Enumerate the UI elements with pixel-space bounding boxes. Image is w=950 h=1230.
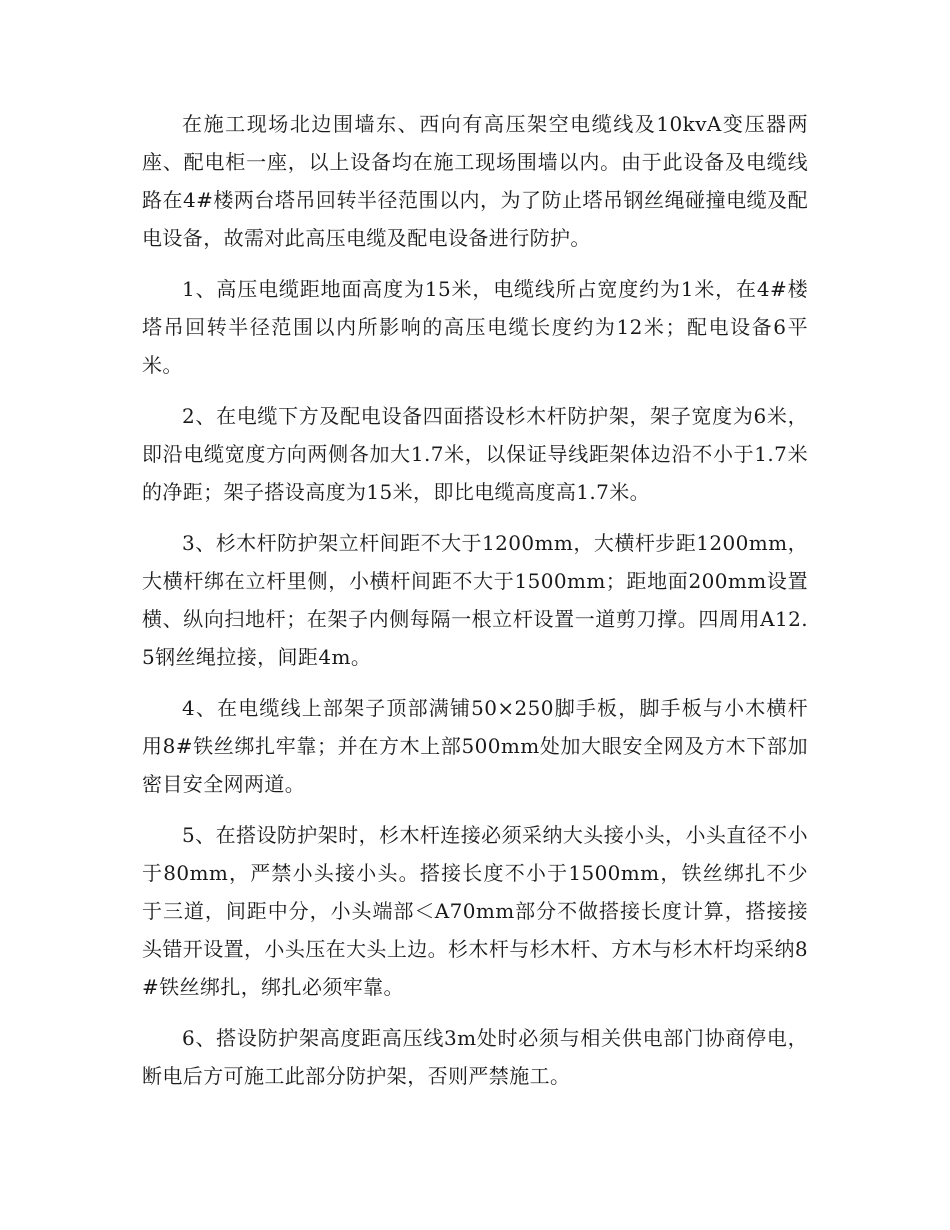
item-2-paragraph: 2、在电缆下方及配电设备四面搭设杉木杆防护架，架子宽度为6米，即沿电缆宽度方向两侧各加大1.7米，以保证导线距架体边沿不小于1.7米的净距；架子搭设高度为15米，即比电缆高度高1.7米。 xyxy=(142,404,808,504)
item-6-paragraph: 6、搭设防护架高度距高压线3m处时必须与相关供电部门协商停电，断电后方可施工此部分防护架，否则严禁施工。 xyxy=(142,1026,808,1088)
item-4-paragraph: 4、在电缆线上部架子顶部满铺50×250脚手板，脚手板与小木横杆用8#铁丝绑扎牢靠；并在方木上部500mm处加大眼安全网及方木下部加密目安全网两道。 xyxy=(142,696,808,796)
document-body xyxy=(142,105,808,1108)
item-5-paragraph: 5、在搭设防护架时，杉木杆连接必须采纳大头接小头，小头直径不小于80mm，严禁小头接小头。搭接长度不小于1500mm，铁丝绑扎不少于三道，间距中分，小头端部＜A70mm部分不做搭接长度计算，搭接接头错开设置，小头压在大头上边。杉木杆与杉木杆、方木与杉木杆均采纳8#铁丝绑扎，绑扎必须牢靠。 xyxy=(142,823,808,999)
intro-paragraph: 在施工现场北边围墙东、西向有高压架空电缆线及10kvA变压器两座、配电柜一座，以上设备均在施工现场围墙以内。由于此设备及电缆线路在4#楼两台塔吊回转半径范围以内，为了防止塔吊钢丝绳碰撞电缆及配电设备，故需对此高压电缆及配电设备进行防护。 xyxy=(142,112,808,250)
item-1-paragraph: 1、高压电缆距地面高度为15米，电缆线所占宽度约为1米，在4#楼塔吊回转半径范围以内所影响的高压电缆长度约为12米；配电设备6平米。 xyxy=(142,277,808,377)
item-3-paragraph: 3、杉木杆防护架立杆间距不大于1200mm，大横杆步距1200mm，大横杆绑在立杆里侧，小横杆间距不大于1500mm；距地面200mm设置横、纵向扫地杆；在架子内侧每隔一根立杆设置一道剪刀撑。四周用A12.5钢丝绳拉接，间距4m。 xyxy=(142,531,808,669)
